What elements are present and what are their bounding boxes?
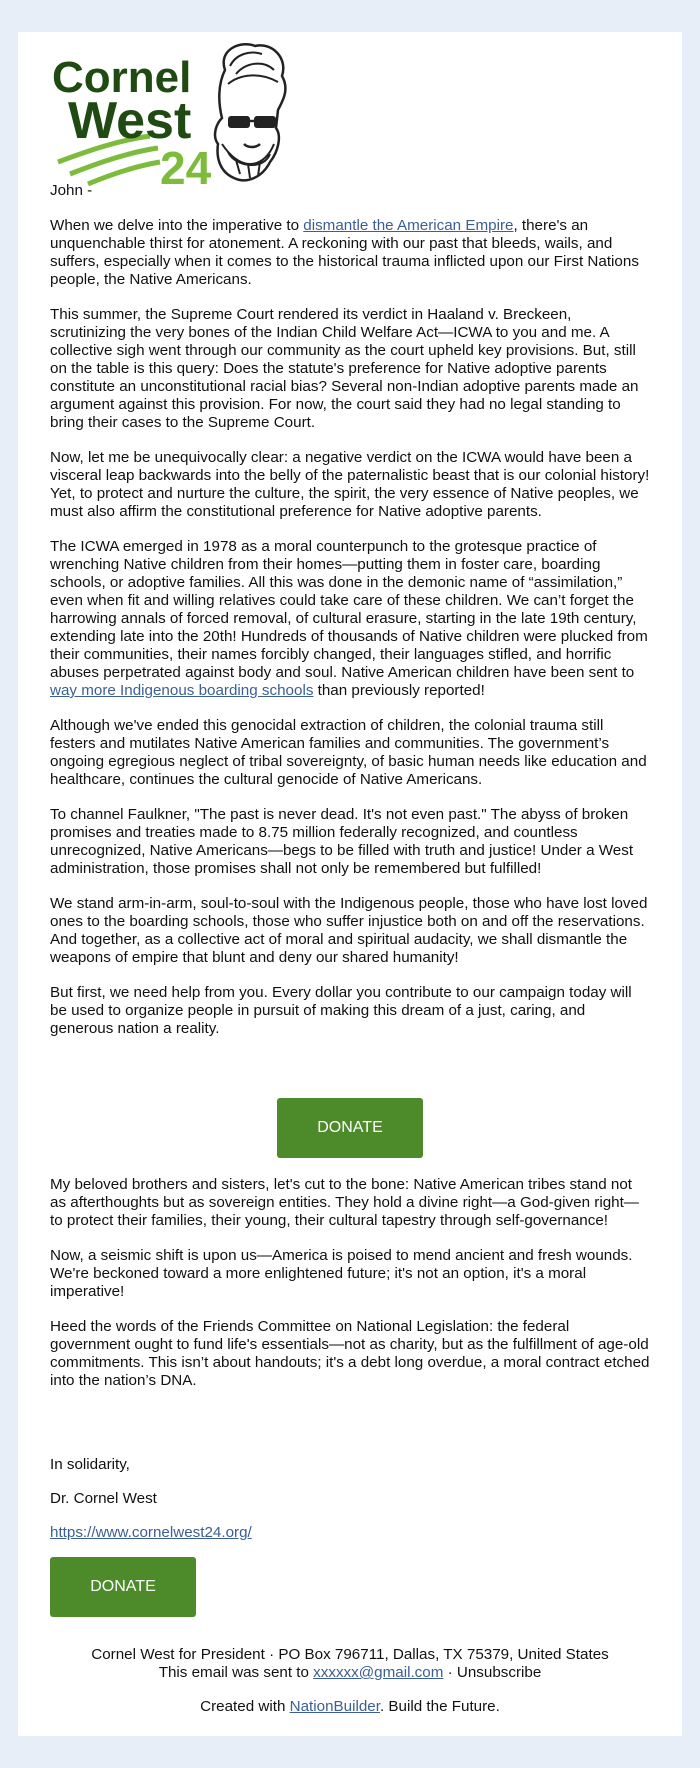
footer-address: Cornel West for President · PO Box 796711, Dallas, TX 75379, United States: [91, 1646, 609, 1663]
logo-number-24: 24: [160, 142, 212, 188]
paragraph-faulkner: To channel Faulkner, "The past is never dead. It's not even past." The abyss of broken promises and treaties made to 8.75 million federally recognized, and countless unrecognized, Native Americans—begs to be filled with truth and justice! Under a West administration, those promises shall not only be remembered but fulfilled!: [50, 806, 634, 877]
website-link[interactable]: https://www.cornelwest24.org/: [50, 1524, 252, 1541]
paragraph-icwa-history: [50, 538, 650, 700]
nationbuilder-link[interactable]: NationBuilder: [289, 1698, 380, 1715]
logo-word-west: West: [68, 92, 192, 150]
cornel-west-24-logo: [50, 40, 290, 188]
donate-button[interactable]: DONATE: [277, 1098, 423, 1158]
paragraph-empire: [50, 217, 650, 289]
paragraph-colonial-trauma: Although we've ended this genocidal extraction of children, the colonial trauma still festers and mutilates Native American families and communities. The government’s ongoing egregious neglect of tribal sovereignty, of basic human needs like education and healthcare, continues the cultural genocide of Native Americans.: [50, 717, 647, 788]
footer-sent-to: [18, 1664, 682, 1682]
logo-word-cornel: Cornel: [52, 53, 192, 102]
footer-text: Created with: [200, 1698, 290, 1715]
donate-button-secondary[interactable]: DONATE: [50, 1557, 196, 1617]
unsubscribe-link[interactable]: Unsubscribe: [456, 1664, 542, 1681]
paragraph-supreme-court: This summer, the Supreme Court rendered its verdict in Haaland v. Breckeen, scrutinizing the very bones of the Indian Child Welfare Act—ICWA to you and me. A collective sigh went through our community as the court upheld key provisions. But, still on the table is this query: Does the statute's preference for Native adoptive parents constitute an unconstitutional racial bias? Several non-Indian adoptive parents made an argument against this provision. For now, the court said they had no legal standing to bring their cases to the Supreme Court.: [50, 306, 639, 431]
boarding-schools-link[interactable]: way more Indigenous boarding schools: [50, 682, 314, 699]
footer-text: . Build the Future.: [379, 1698, 500, 1715]
footer-created-with: [18, 1698, 682, 1716]
website-line: [50, 1524, 650, 1542]
paragraph-contribute: But first, we need help from you. Every dollar you contribute to our campaign today will be used to organize people in pursuit of making this dream of a just, caring, and generous nation a reality.: [50, 984, 632, 1037]
paragraph-arm-in-arm: We stand arm-in-arm, soul-to-soul with the Indigenous people, those who have lost loved ones to the boarding schools, those who suffer injustice both on and off the reservations. And together, as a collective act of moral and spiritual audacity, we shall dismantle the weapons of empire that blunt and deny our shared humanity!: [50, 895, 648, 966]
paragraph-seismic-shift: Now, a seismic shift is upon us—America is poised to mend ancient and fresh wounds. We're beckoned toward a more enlightened future; it's not an option, it's a moral imperative!: [50, 1247, 633, 1300]
portrait-illustration: [215, 44, 285, 180]
recipient-email-link[interactable]: xxxxxx@gmail.com: [313, 1664, 444, 1681]
paragraph-sovereign: My beloved brothers and sisters, let's cut to the bone: Native American tribes stand not as afterthoughts but as sovereign entities. They hold a divine right—a God-given right—to protect their families, their young, their cultural tapestry through self-governance!: [50, 1176, 639, 1229]
paragraph-verdict: Now, let me be unequivocally clear: a negative verdict on the ICWA would have been a visceral leap backwards into the belly of the paternalistic beast that is our colonial history! Yet, to protect and nurture the culture, the spirit, the very essence of Native peoples, we must also affirm the constitutional preference for Native adoptive parents.: [50, 449, 650, 520]
dismantle-empire-link[interactable]: dismantle the American Empire: [303, 217, 514, 234]
paragraph-text: than previously reported!: [313, 682, 485, 699]
email-card: [18, 32, 682, 1736]
footer-separator: ·: [443, 1664, 457, 1681]
email-body-continued: [50, 1176, 650, 1407]
paragraph-text: When we delve into the imperative to: [50, 217, 304, 234]
signature: Dr. Cornel West: [50, 1490, 157, 1507]
signoff: In solidarity,: [50, 1456, 130, 1473]
email-body: [50, 182, 650, 1055]
paragraph-text: , there's an unquenchable thirst for atonement. A reckoning with our past that bleeds, wails, and suffers, especially when it comes to the historical trauma inflicted upon our First Nations people, the Native Americans.: [50, 217, 639, 288]
footer-text: This email was sent to: [158, 1664, 314, 1681]
paragraph-fcnl: Heed the words of the Friends Committee on National Legislation: the federal government ought to fund life's essentials—not as charity, but as the fulfillment of age-old commitments. This isn’t about handouts; it's a debt long overdue, a moral contract etched into the nation’s DNA.: [50, 1318, 650, 1389]
paragraph-text: The ICWA emerged in 1978 as a moral counterpunch to the grotesque practice of wrenching Native children from their homes—putting them in foster care, boarding schools, or adoptive families. All this was done in the demonic name of “assimilation,” even when fit and willing relatives could take care of these children. We can’t forget the harrowing annals of forced removal, of cultural erasure, starting in the late 19th century, extending late into the 20th! Hundreds of thousands of Native children were plucked from their communities, their names forcibly changed, their languages stifled, and horrific abuses perpetrated against body and soul. Native American children have been sent to: [50, 538, 648, 681]
greeting: John -: [50, 182, 93, 199]
